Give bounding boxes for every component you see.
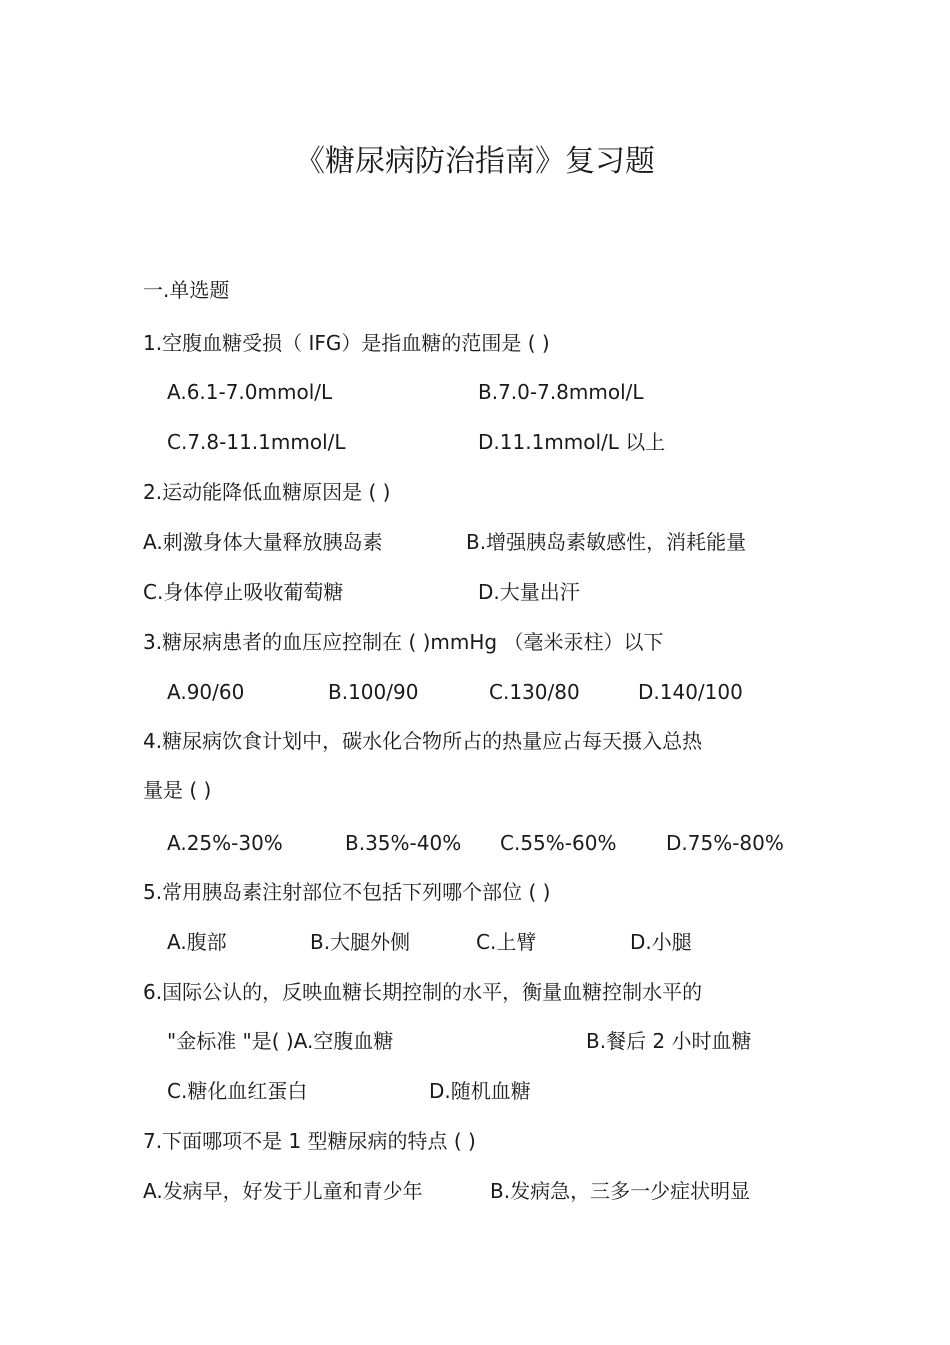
question-1-option-c: C.7.8-11.1mmol/L <box>167 430 346 454</box>
question-5-option-b: B.大腿外侧 <box>310 930 411 954</box>
question-7-stem: 7.下面哪项不是 1 型糖尿病的特点 ( ) <box>143 1129 476 1153</box>
question-1-option-a: A.6.1-7.0mmol/L <box>167 380 333 404</box>
question-6-stem-line-1: 6.国际公认的，反映血糖长期控制的水平，衡量血糖控制水平的 <box>143 980 703 1004</box>
question-6-option-d: D.随机血糖 <box>429 1079 531 1103</box>
question-4-option-c: C.55%-60% <box>500 831 617 855</box>
document-title: 《糖尿病防治指南》复习题 <box>295 144 655 179</box>
question-4-stem-line-2: 量是 ( ) <box>143 778 212 802</box>
question-3-stem: 3.糖尿病患者的血压应控制在 ( )mmHg （毫米汞柱）以下 <box>143 630 664 654</box>
question-1-stem: 1.空腹血糖受损（ IFG）是指血糖的范围是 ( ) <box>143 331 550 355</box>
question-2-option-c: C.身体停止吸收葡萄糖 <box>143 580 344 604</box>
question-3-option-d: D.140/100 <box>638 680 743 704</box>
question-2-option-b: B.增强胰岛素敏感性，消耗能量 <box>466 530 747 554</box>
question-5-stem: 5.常用胰岛素注射部位不包括下列哪个部位 ( ) <box>143 880 551 904</box>
question-4-option-a: A.25%-30% <box>167 831 283 855</box>
question-7-option-b: B.发病急，三多一少症状明显 <box>490 1179 751 1203</box>
question-4-option-b: B.35%-40% <box>345 831 462 855</box>
question-5-option-d: D.小腿 <box>630 930 692 954</box>
question-5-option-a: A.腹部 <box>167 930 227 954</box>
question-3-option-b: B.100/90 <box>328 680 419 704</box>
question-1-option-b: B.7.0-7.8mmol/L <box>478 380 644 404</box>
question-6-stem-line-2: "金标准 "是( )A.空腹血糖 <box>167 1029 394 1053</box>
question-6-option-b: B.餐后 2 小时血糖 <box>586 1029 752 1053</box>
question-1-option-d: D.11.1mmol/L 以上 <box>478 430 666 454</box>
question-3-option-c: C.130/80 <box>489 680 580 704</box>
question-4-option-d: D.75%-80% <box>666 831 784 855</box>
question-5-option-c: C.上臂 <box>476 930 537 954</box>
question-7-option-a: A.发病早，好发于儿童和青少年 <box>143 1179 423 1203</box>
question-3-option-a: A.90/60 <box>167 680 245 704</box>
question-6-option-c: C.糖化血红蛋白 <box>167 1079 308 1103</box>
question-2-option-a: A.刺激身体大量释放胰岛素 <box>143 530 383 554</box>
question-4-stem-line-1: 4.糖尿病饮食计划中，碳水化合物所占的热量应占每天摄入总热 <box>143 729 703 753</box>
question-2-option-d: D.大量出汗 <box>478 580 580 604</box>
section-heading: 一.单选题 <box>143 278 230 302</box>
question-2-stem: 2.运动能降低血糖原因是 ( ) <box>143 480 391 504</box>
